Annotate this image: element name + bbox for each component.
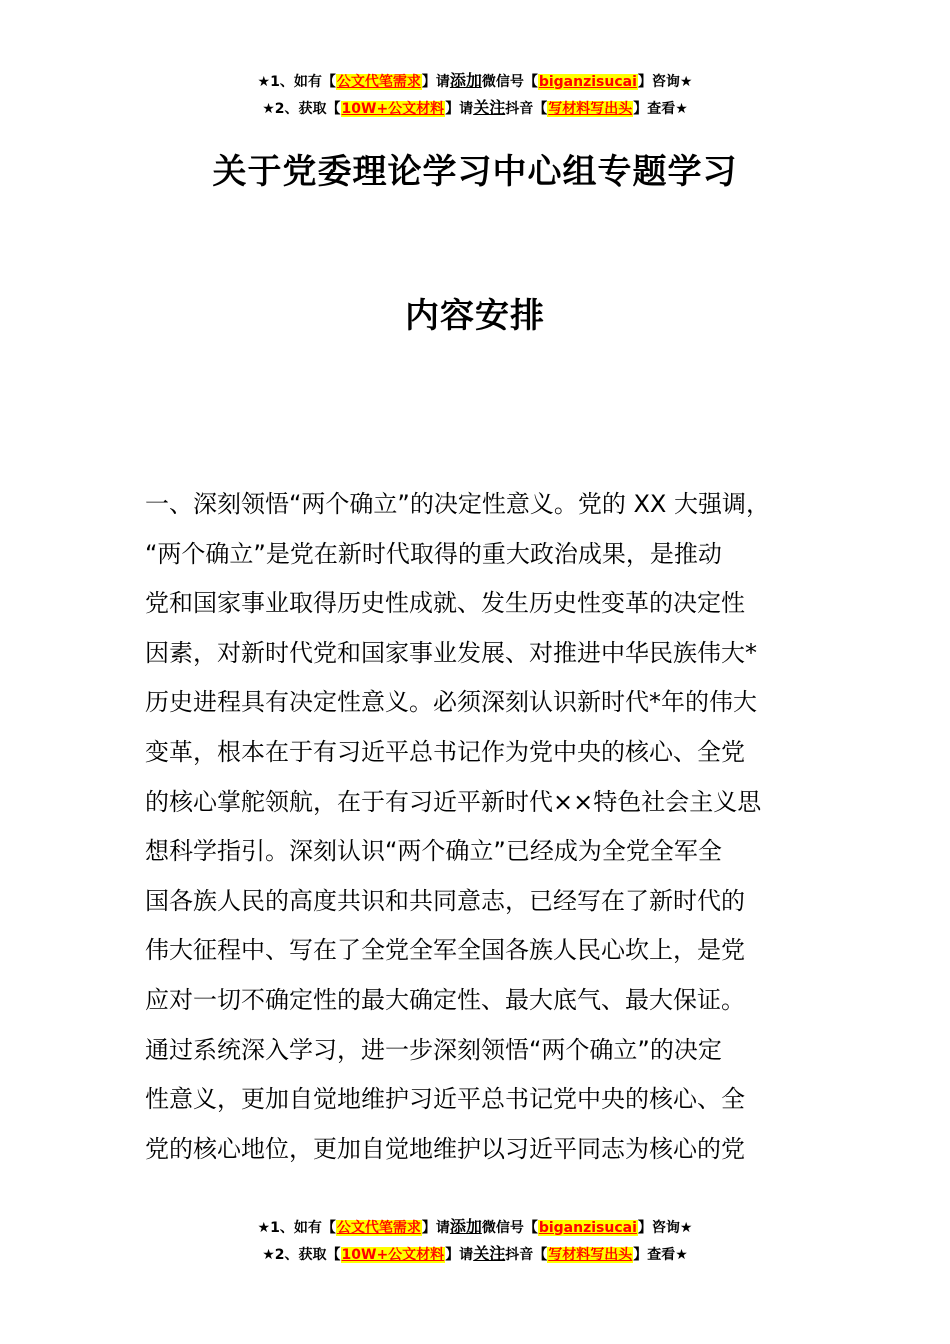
douyin-id-highlight: 写材料写出头 <box>548 1247 633 1263</box>
promo-highlight: 公文代笔需求 <box>336 1220 421 1236</box>
body-line: 的核心掌舵领航，在于有习近平新时代××特色社会主义思 <box>145 787 762 816</box>
body-paragraph <box>145 480 835 1174</box>
douyin-id-highlight: 写材料写出头 <box>548 101 633 117</box>
body-line: 历史进程具有决定性意义。必须深刻认识新时代*年的伟大 <box>145 688 757 717</box>
body-line: “两个确立”是党在新时代取得的重大政治成果，是推动 <box>145 539 722 568</box>
document-title: 关于党委理论学习中心组专题学习 <box>212 152 738 192</box>
promo-text: ★1、如有【 <box>257 1220 336 1236</box>
promo-text: 抖音【 <box>505 1247 548 1263</box>
wechat-id-highlight: biganzisucai <box>538 1220 637 1236</box>
promo-text: 】咨询★ <box>637 74 693 90</box>
wechat-id-highlight: biganzisucai <box>538 74 637 90</box>
body-line: 伟大征程中、写在了全党全军全国各族人民心坎上，是党 <box>145 936 745 965</box>
body-line: 党和国家事业取得历史性成就、发生历史性变革的决定性 <box>145 589 745 618</box>
promo-text: 微信号【 <box>481 1220 538 1236</box>
promo-highlight: 10W+公文材料 <box>341 101 445 117</box>
promo-emphasis: 关注 <box>473 1244 506 1263</box>
promo-highlight: 10W+公文材料 <box>341 1247 445 1263</box>
promo-text: ★2、获取【 <box>262 1247 341 1263</box>
promo-highlight: 公文代笔需求 <box>336 74 421 90</box>
promo-text: 抖音【 <box>505 101 548 117</box>
promo-line-2 <box>0 95 950 122</box>
promo-text: 】请 <box>421 74 450 90</box>
promo-text: 】查看★ <box>633 101 688 117</box>
promo-banner-top <box>0 68 950 122</box>
body-line: 变革，根本在于有习近平总书记作为党中央的核心、全党 <box>145 737 745 766</box>
body-line: 一、深刻领悟“两个确立”的决定性意义。党的 XX 大强调， <box>145 490 771 518</box>
promo-line-2 <box>0 1241 950 1268</box>
promo-emphasis: 关注 <box>473 98 506 117</box>
promo-emphasis: 添加 <box>449 1217 482 1236</box>
promo-emphasis: 添加 <box>449 71 482 90</box>
body-line: 因素，对新时代党和国家事业发展、对推进中华民族伟大* <box>145 638 757 667</box>
body-line: 应对一切不确定性的最大确定性、最大底气、最大保证。 <box>145 985 745 1014</box>
promo-text: 】请 <box>445 1247 474 1263</box>
promo-banner-bottom <box>0 1214 950 1268</box>
promo-line-1 <box>0 1214 950 1241</box>
body-line: 想科学指引。深刻认识“两个确立”已经成为全党全军全 <box>145 837 722 866</box>
promo-text: 】查看★ <box>633 1247 688 1263</box>
body-line: 通过系统深入学习，进一步深刻领悟“两个确立”的决定 <box>145 1035 722 1064</box>
document-subtitle: 内容安排 <box>405 296 545 336</box>
promo-text: ★1、如有【 <box>257 74 336 90</box>
body-line: 党的核心地位，更加自觉地维护以习近平同志为核心的党 <box>145 1134 745 1163</box>
body-line: 性意义，更加自觉地维护习近平总书记党中央的核心、全 <box>145 1085 745 1114</box>
body-line: 国各族人民的高度共识和共同意志，已经写在了新时代的 <box>145 886 745 915</box>
promo-text: 】请 <box>421 1220 450 1236</box>
promo-text: 】咨询★ <box>637 1220 693 1236</box>
promo-text: 微信号【 <box>481 74 538 90</box>
promo-text: 】请 <box>445 101 474 117</box>
promo-line-1 <box>0 68 950 95</box>
promo-text: ★2、获取【 <box>262 101 341 117</box>
